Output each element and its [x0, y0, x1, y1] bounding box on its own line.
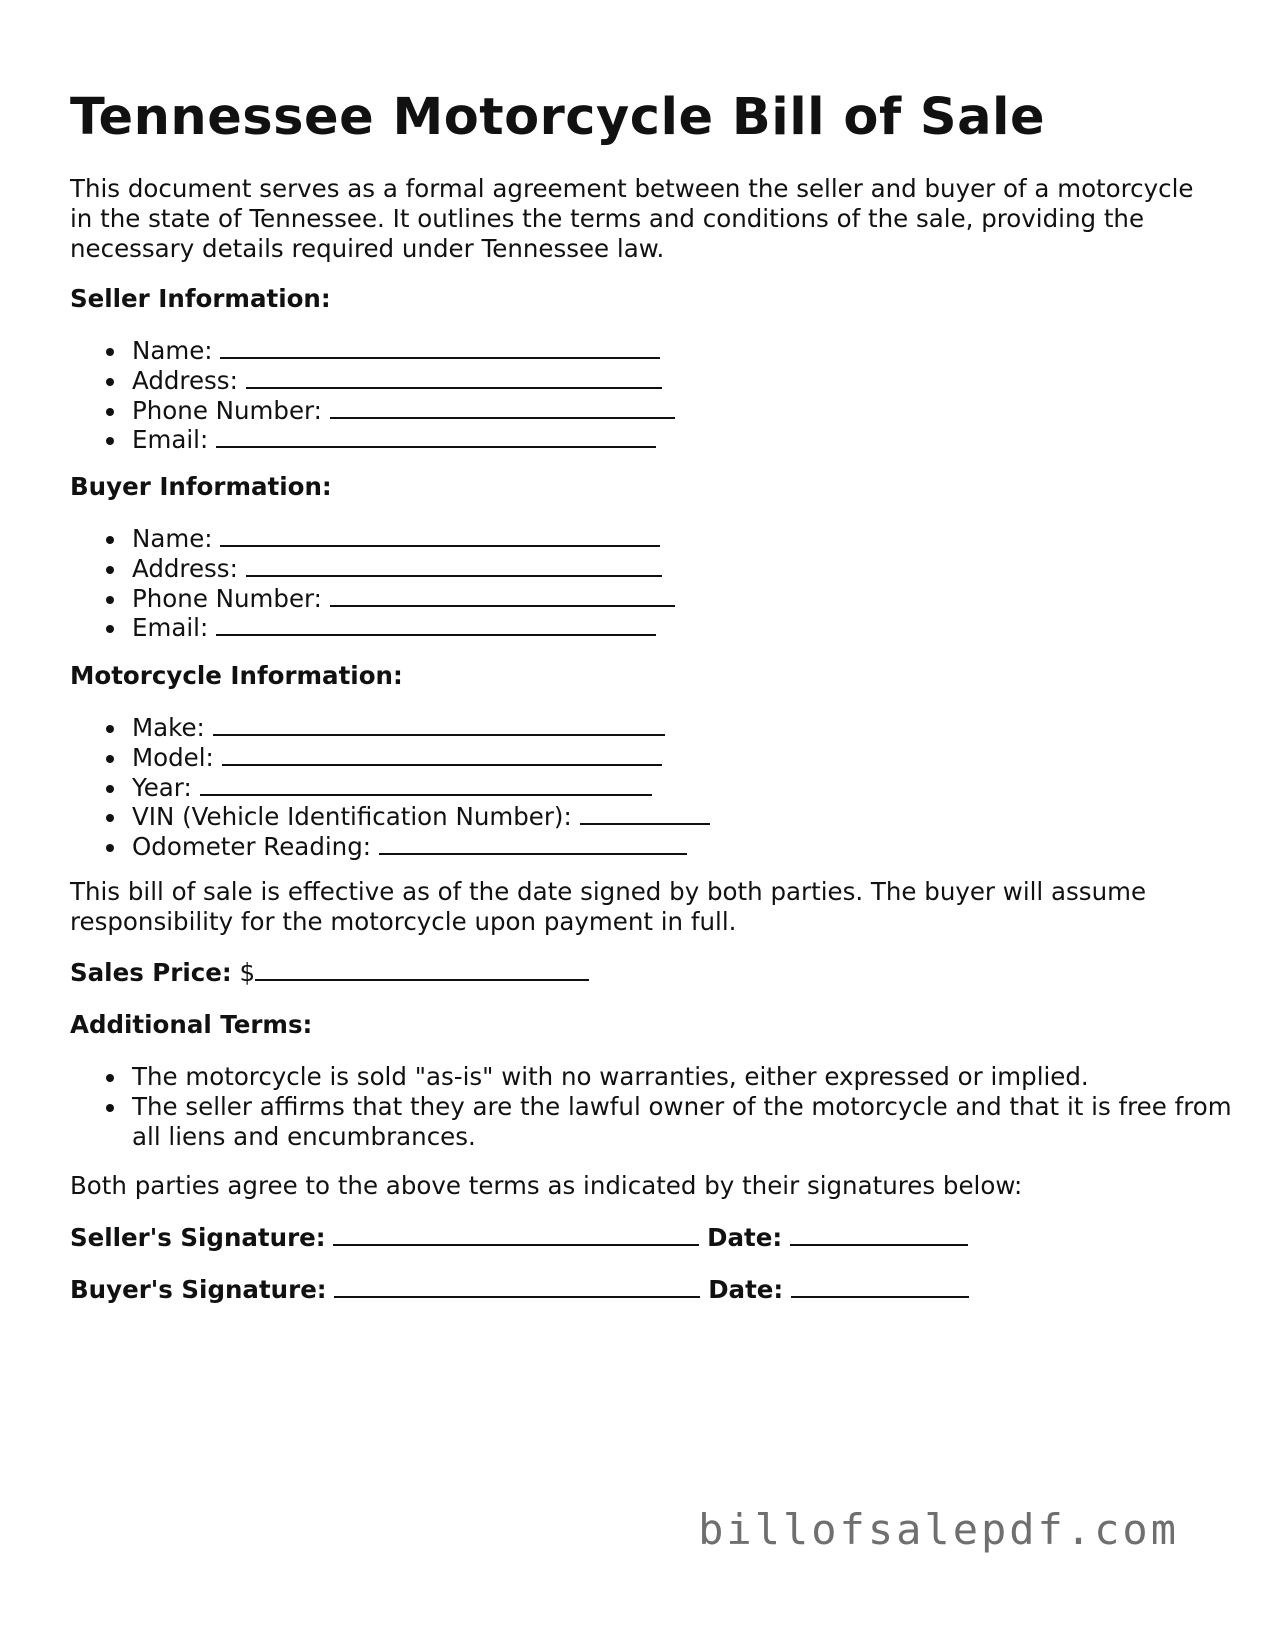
buyer-signature-label: Buyer's Signature:: [70, 1275, 327, 1304]
buyer-name-item: [70, 524, 675, 554]
document-title: Tennessee Motorcycle Bill of Sale: [70, 88, 1046, 147]
buyer-address-item: [70, 554, 675, 584]
terms-list: [70, 1062, 1262, 1151]
field-label: Name:: [132, 336, 213, 365]
sales-price-label: Sales Price:: [70, 958, 232, 987]
field-label: Year:: [132, 772, 192, 802]
motorcycle-vin-item: [70, 802, 710, 832]
motorcycle-vin-line[interactable]: [580, 803, 710, 825]
term-item: The seller affirms that they are the lawful owner of the motorcycle and that it is free from all liens and encumbrances.: [70, 1092, 1262, 1152]
buyer-signature-row: [70, 1275, 969, 1305]
buyer-phone-line[interactable]: [330, 585, 675, 607]
motorcycle-odometer-item: [70, 832, 710, 862]
seller-email-item: [70, 425, 675, 455]
seller-date-line[interactable]: [790, 1224, 968, 1246]
motorcycle-model-line[interactable]: [222, 744, 662, 766]
buyer-date-line[interactable]: [791, 1276, 969, 1298]
field-label: Odometer Reading:: [132, 832, 372, 862]
seller-signature-line[interactable]: [333, 1224, 699, 1246]
motorcycle-model-item: [70, 743, 710, 773]
seller-address-item: [70, 366, 675, 396]
field-label: Name:: [132, 524, 213, 553]
motorcycle-heading: Motorcycle Information:: [70, 661, 403, 690]
motorcycle-odometer-line[interactable]: [379, 833, 687, 855]
seller-signature-row: [70, 1223, 968, 1253]
motorcycle-make-item: [70, 713, 710, 743]
seller-heading: Seller Information:: [70, 284, 331, 313]
buyer-signature-line[interactable]: [334, 1276, 700, 1298]
field-label: Model:: [132, 742, 214, 772]
seller-email-line[interactable]: [216, 426, 656, 448]
currency-symbol: $: [239, 958, 256, 987]
intro-paragraph: This document serves as a formal agreement between the seller and buyer of a motorcycle in the state of Tennessee. It outlines the terms and conditions of the sale, providing the necessary details required under Tennessee law.: [70, 174, 1194, 263]
terms-heading: Additional Terms:: [70, 1010, 313, 1039]
buyer-address-line[interactable]: [246, 555, 662, 577]
seller-name-item: [70, 336, 675, 366]
watermark-text: billofsalepdf.com: [698, 1505, 1179, 1554]
buyer-fields: [70, 524, 675, 643]
field-label: Email:: [132, 613, 209, 643]
field-label: Make:: [132, 713, 205, 742]
field-label: Phone Number:: [132, 583, 322, 613]
motorcycle-year-line[interactable]: [200, 774, 652, 796]
sales-price-row: [70, 958, 589, 988]
motorcycle-make-line[interactable]: [213, 714, 665, 736]
seller-name-line[interactable]: [220, 337, 660, 359]
seller-fields: [70, 336, 675, 455]
sales-price-line[interactable]: [255, 959, 589, 981]
field-label: Phone Number:: [132, 395, 322, 425]
buyer-date-label: Date:: [708, 1275, 784, 1304]
seller-address-line[interactable]: [246, 367, 662, 389]
field-label: VIN (Vehicle Identification Number):: [132, 802, 572, 832]
buyer-name-line[interactable]: [220, 525, 660, 547]
seller-date-label: Date:: [707, 1223, 783, 1252]
agreement-paragraph: Both parties agree to the above terms as indicated by their signatures below:: [70, 1171, 1023, 1200]
motorcycle-fields: [70, 713, 710, 862]
buyer-email-item: [70, 613, 675, 643]
buyer-phone-item: [70, 584, 675, 614]
field-label: Address:: [132, 553, 238, 583]
buyer-email-line[interactable]: [216, 614, 656, 636]
seller-phone-item: [70, 396, 675, 426]
term-item: The motorcycle is sold "as-is" with no warranties, either expressed or implied.: [70, 1062, 1262, 1092]
field-label: Email:: [132, 425, 209, 455]
effective-paragraph: This bill of sale is effective as of the date signed by both parties. The buyer will assume responsibility for the motorcycle upon payment in full.: [70, 877, 1147, 936]
field-label: Address:: [132, 365, 238, 395]
seller-phone-line[interactable]: [330, 397, 675, 419]
buyer-heading: Buyer Information:: [70, 472, 332, 501]
motorcycle-year-item: [70, 773, 710, 803]
seller-signature-label: Seller's Signature:: [70, 1223, 326, 1252]
